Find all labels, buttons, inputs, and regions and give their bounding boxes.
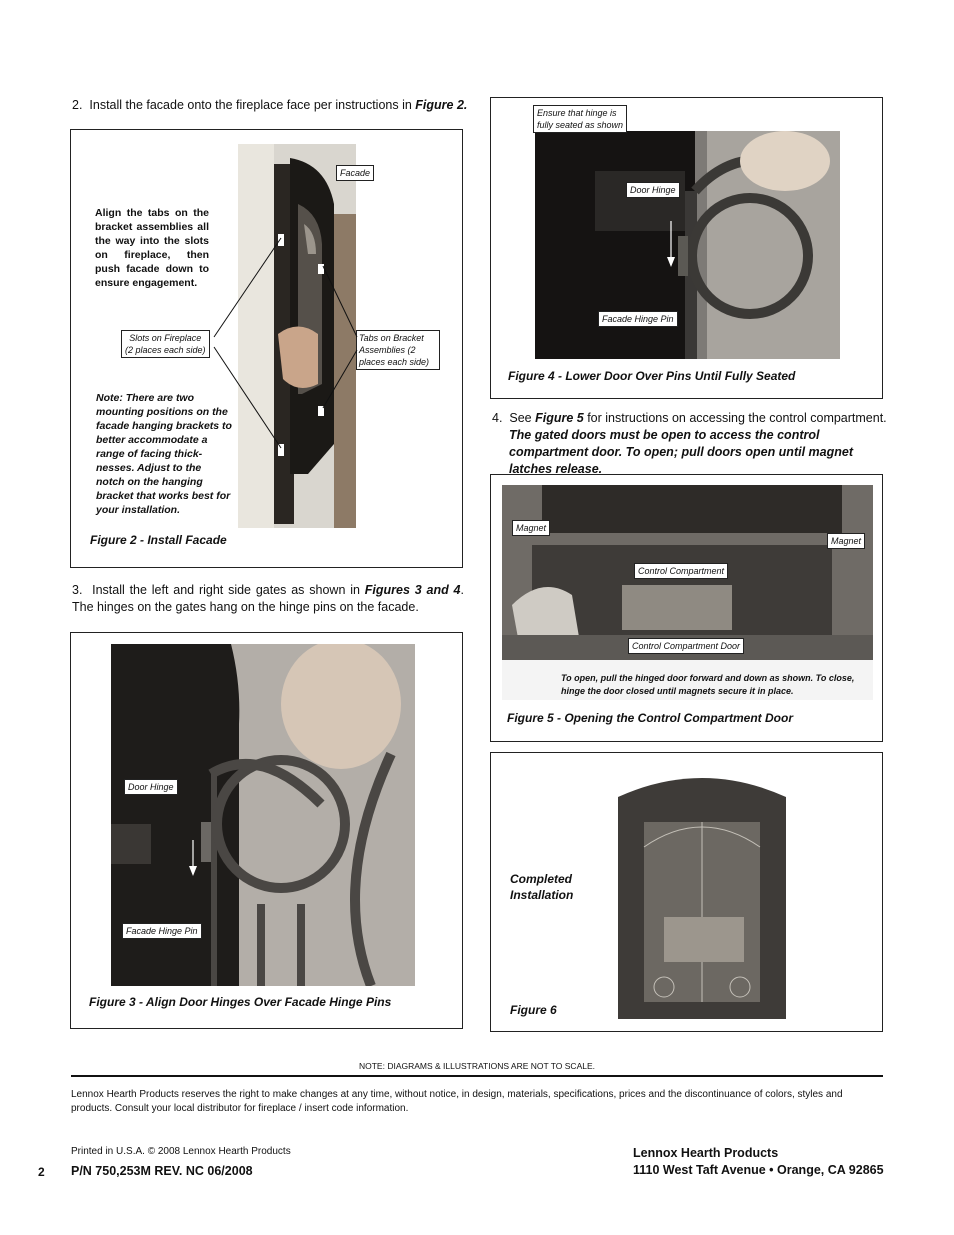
completed-installation-text: Completed Installation	[510, 872, 574, 902]
part-number: P/N 750,253M REV. NC 06/2008	[71, 1164, 253, 1178]
step-4-emphasis: The gated doors must be open to access the control compartment door. To open; pull doors open until magnet latches release.	[509, 428, 853, 476]
footer-rule	[71, 1075, 883, 1077]
figure-3-caption: Figure 3 - Align Door Hinges Over Facade Hinge Pins	[89, 995, 392, 1009]
ensure-hinge-label: Ensure that hinge is fully seated as shown	[533, 105, 627, 133]
mounting-note: Note: There are two mounting positions on the facade hanging brackets to better accommodate a range of facing thick-nesses. Adjust to the notch on the hanging bracket that works best for your installation.	[96, 392, 232, 516]
figure-3-box	[70, 632, 463, 1029]
control-compartment-door-label: Control Compartment Door	[628, 638, 744, 654]
magnet-left-label: Magnet	[512, 520, 550, 536]
figure-2-box	[70, 129, 463, 568]
door-hinge-label: Door Hinge	[626, 182, 680, 198]
magnet-right-label: Magnet	[827, 533, 865, 549]
door-hinge-photo	[535, 131, 840, 359]
step-2: 2. Install the facade onto the fireplace face per instructions in Figure 2.	[72, 98, 468, 112]
control-compartment-photo	[502, 485, 873, 700]
company-name: Lennox Hearth Products	[633, 1146, 779, 1160]
step-3: 3. Install the left and right side gates as shown in Figures 3 and 4. The hinges on the gates hang on the hinge pins on the facade.	[72, 583, 464, 614]
facade-hinge-pin-label: Facade Hinge Pin	[122, 923, 202, 939]
facade-hinge-pin-label: Facade Hinge Pin	[598, 311, 678, 327]
figure-5-box	[490, 474, 883, 742]
control-compartment-image	[502, 485, 873, 700]
facade-label: Facade	[336, 165, 374, 181]
align-tabs-note: Align the tabs on the bracket assemblies all the way into the slots on fireplace, then push facade down to ensure engagement.	[95, 207, 209, 289]
door-hinge-label: Door Hinge	[124, 779, 178, 795]
tabs-label: Tabs on Bracket Assemblies (2 places each side)	[356, 330, 440, 370]
figure-5-caption: Figure 5 - Opening the Control Compartment Door	[507, 711, 793, 725]
figure-4-box	[490, 97, 883, 399]
figure-6-box	[490, 752, 883, 1032]
company-address: 1110 West Taft Avenue • Orange, CA 92865	[633, 1163, 884, 1177]
scale-note: NOTE: DIAGRAMS & ILLUSTRATIONS ARE NOT TO SCALE.	[358, 1061, 595, 1071]
door-hinge-image	[535, 131, 840, 359]
figure-2-caption: Figure 2 - Install Facade	[90, 533, 227, 547]
figure-6-caption: Figure 6	[510, 1003, 557, 1017]
slots-label: Slots on Fireplace (2 places each side)	[121, 330, 210, 358]
page-number: 2	[38, 1165, 45, 1179]
printed-in: Printed in U.S.A. © 2008 Lennox Hearth Products	[71, 1146, 291, 1157]
disclaimer: Lennox Hearth Products reserves the right to make changes at any time, without notice, in design, materials, specifications, prices and the discontinuance of colors, styles and products. Consult your local distributor for fireplace / insert code information.	[71, 1089, 843, 1114]
figure-4-caption: Figure 4 - Lower Door Over Pins Until Fully Seated	[508, 369, 796, 383]
completed-installation-image	[614, 767, 790, 1023]
opening-instructions: To open, pull the hinged door forward and down as shown. To close, hinge the door closed until magnets secure it in place.	[561, 673, 855, 696]
control-compartment-label: Control Compartment	[634, 563, 728, 579]
completed-installation-photo	[614, 767, 790, 1023]
step-4: 4. See Figure 5 for instructions on accessing the control compartment. The gated doors must be open to access the control compartment door. To open; pull doors open until magnet latches release.	[492, 411, 887, 476]
